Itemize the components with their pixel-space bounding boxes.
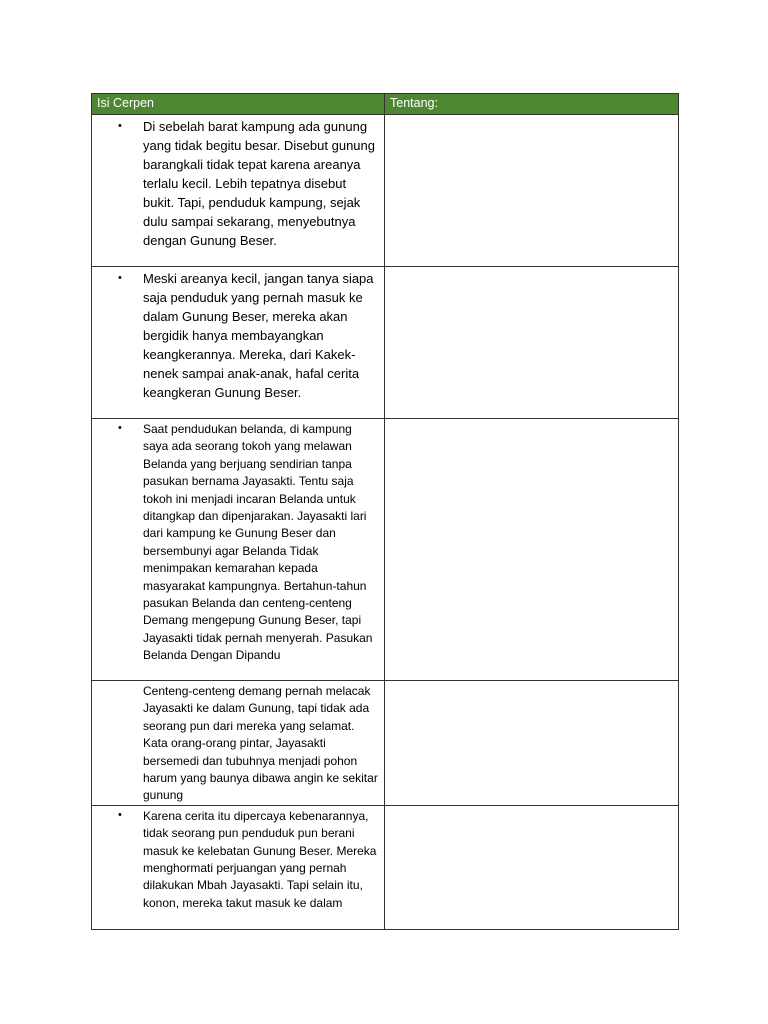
table-row <box>92 805 679 929</box>
header-isi-cerpen: Isi Cerpen <box>92 94 385 115</box>
about-cell[interactable] <box>385 419 679 681</box>
bullet-icon: • <box>118 120 122 132</box>
story-text: Saat pendudukan belanda, di kampung saya ada seorang tokoh yang melawan Belanda yang berjuang sendirian tanpa pasukan bernama Jayasakti. Tentu saja tokoh ini menjadi incaran Belanda untuk ditangkap dan dipenjarakan. Jayasakti lari dari kampung ke Gunung Beser dan bersembunyi agar Belanda Tidak menimpakan kemarahan kepada masyarakat kampungnya. Bertahun-tahun pasukan Belanda dan centeng-centeng Demang mengepung Gunung Beser, tapi Jayasakti tidak pernah menyerah. Pasukan Belanda Dengan Dipandu <box>143 422 373 663</box>
header-tentang: Tentang: <box>385 94 679 115</box>
story-text: Meski areanya kecil, jangan tanya siapa saja penduduk yang pernah masuk ke dalam Gunung Beser, mereka akan bergidik hanya membayangkan keangkerannya. Mereka, dari Kakek-nenek sampai anak-anak, hafal cerita keangkeran Gunung Beser. <box>143 271 374 400</box>
story-cell <box>92 115 385 267</box>
story-worksheet-table <box>91 93 679 930</box>
story-text: Karena cerita itu dipercaya kebenarannya, tidak seorang pun penduduk pun berani masuk ke kelebatan Gunung Beser. Mereka menghormati perjuangan yang pernah dilakukan Mbah Jayasakti. Tapi selain itu, konon, mereka takut masuk ke dalam <box>143 808 377 910</box>
table-row <box>92 115 679 267</box>
story-text: Di sebelah barat kampung ada gunung yang tidak begitu besar. Disebut gunung barangkali tidak tepat karena areanya terlalu kecil. Lebih tepatnya disebut bukit. Tapi, penduduk kampung, sejak dulu sampai sekarang, menyebutnya dengan Gunung Beser. <box>143 119 376 248</box>
bullet-icon: • <box>118 272 122 284</box>
story-cell <box>92 805 385 929</box>
about-cell[interactable] <box>385 267 679 419</box>
bullet-icon: • <box>118 422 122 434</box>
story-cell <box>92 681 385 806</box>
story-text: Centeng-centeng demang pernah melacak Jayasakti ke dalam Gunung, tapi tidak ada seorang pun dari mereka yang selamat. Kata orang-orang pintar, Jayasakti bersemedi dan tubuhnya menjadi pohon harum yang baunya dibawa angin ke sekitar gunung <box>143 684 378 803</box>
about-cell[interactable] <box>385 115 679 267</box>
about-cell[interactable] <box>385 681 679 806</box>
table-header-row <box>92 94 679 115</box>
table-row <box>92 419 679 681</box>
story-cell <box>92 419 385 681</box>
story-cell <box>92 267 385 419</box>
bullet-icon: • <box>118 808 122 821</box>
table-row <box>92 681 679 806</box>
table-row <box>92 267 679 419</box>
about-cell[interactable] <box>385 805 679 929</box>
